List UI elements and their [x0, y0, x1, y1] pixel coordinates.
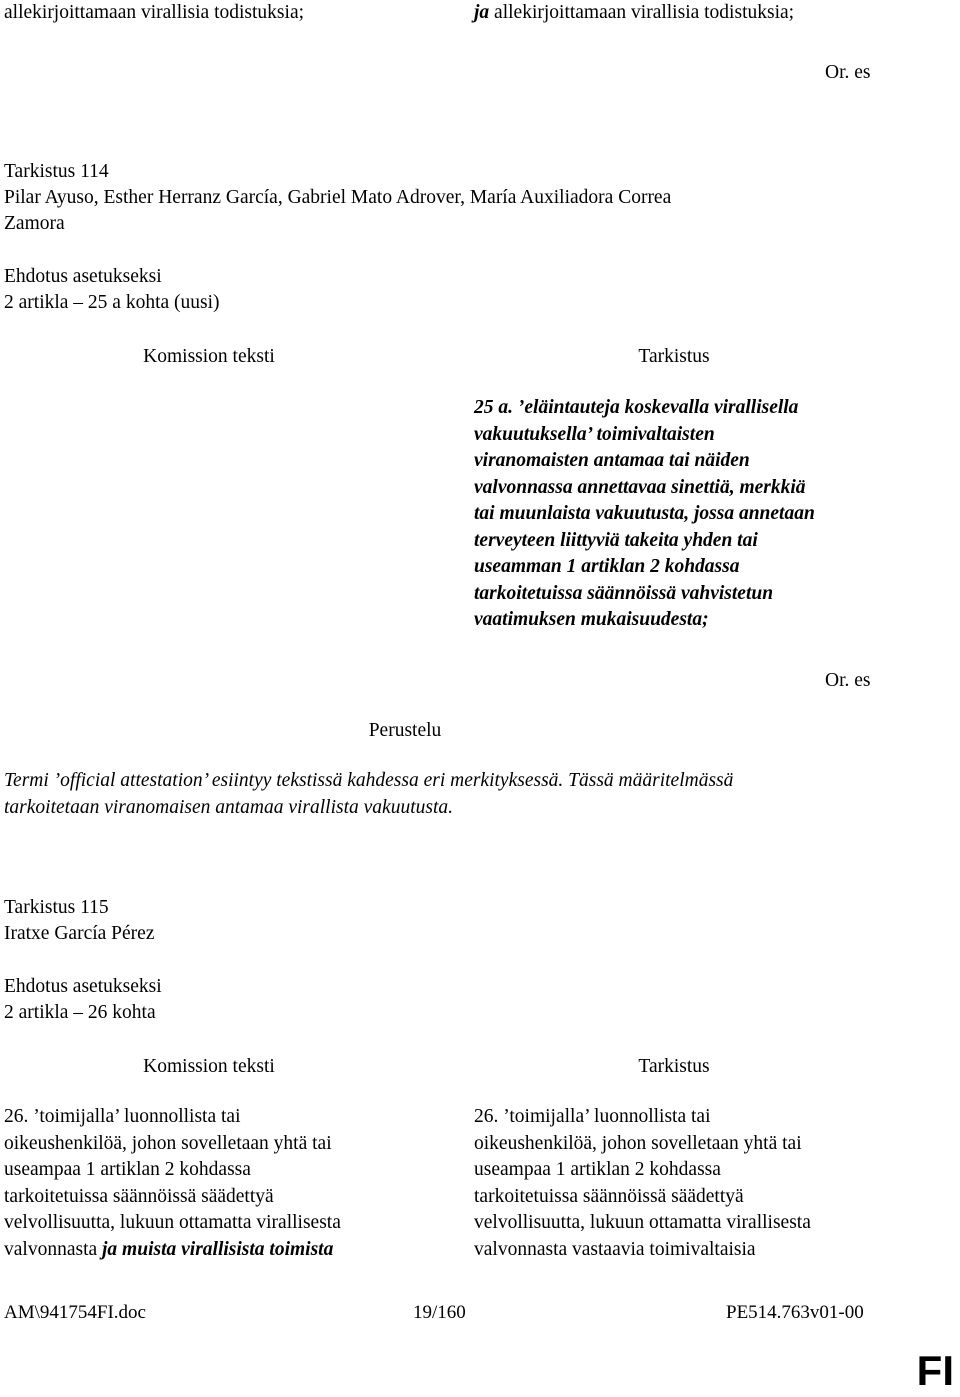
- amendment-line: valvonnasta vastaavia toimivaltaisia: [474, 1238, 756, 1260]
- amendment-114-proposal: Ehdotus asetukseksi: [4, 266, 162, 287]
- amendment-114-article: 2 artikla – 25 a kohta (uusi): [4, 292, 220, 313]
- amendment-114-text: [474, 395, 954, 634]
- commission-text-header: Komission teksti: [143, 346, 275, 367]
- bold-italic-deletion: ja muista virallisista toimista: [102, 1238, 334, 1260]
- amendment-line: vakuutuksella’ toimivaltaisten: [474, 423, 715, 445]
- commission-text-115: [4, 1104, 454, 1263]
- amendment-114-authors: Pilar Ayuso, Esther Herranz García, Gabriel Mato Adrover, María Auxiliadora Correa: [4, 187, 672, 208]
- footer-page-number: 19/160: [413, 1302, 466, 1323]
- amendment-115-author: Iratxe García Pérez: [4, 923, 155, 944]
- amendment-line: tarkoitetuissa säännöissä säädettyä: [474, 1185, 744, 1207]
- amendment-line: oikeushenkilöä, johon sovelletaan yhtä tai: [474, 1132, 802, 1154]
- commission-line: velvollisuutta, lukuun ottamatta virallisesta: [4, 1212, 341, 1233]
- amendment-line: useampaa 1 artiklan 2 kohdassa: [474, 1159, 721, 1180]
- commission-line: tarkoitetuissa säännöissä säädettyä: [4, 1185, 274, 1207]
- commission-line: 26. ’toimijalla’ luonnollista tai: [4, 1106, 241, 1127]
- amendment-115-text: [474, 1104, 954, 1263]
- bold-italic-insertion: ja: [474, 2, 490, 23]
- language-code-mark: FI: [916, 1347, 954, 1394]
- justification-line: Termi ’official attestation’ esiintyy tekstissä kahdessa eri merkityksessä. Tässä määritelmässä: [4, 770, 734, 791]
- amendment-114-title: Tarkistus 114: [4, 161, 109, 182]
- original-language-note: Or. es: [825, 670, 871, 691]
- commission-line: [4, 1237, 454, 1264]
- previous-amendment-text-fragment: [474, 0, 794, 27]
- commission-line: useampaa 1 artiklan 2 kohdassa: [4, 1159, 251, 1180]
- commission-text-header: Komission teksti: [143, 1056, 275, 1077]
- amendment-line: velvollisuutta, lukuun ottamatta virallisesta: [474, 1212, 811, 1233]
- amendment-header: Tarkistus: [638, 346, 710, 367]
- amendment-line: vaatimuksen mukaisuudesta;: [474, 609, 709, 630]
- amendment-line: tarkoitetuissa säännöissä vahvistetun: [474, 582, 774, 604]
- footer-document-id: AM\941754FI.doc: [4, 1302, 146, 1323]
- amendment-115-article: 2 artikla – 26 kohta: [4, 1002, 156, 1023]
- amendment-line: 25 a. ’eläintauteja koskevalla virallisella: [474, 397, 799, 418]
- amendment-header: Tarkistus: [638, 1056, 710, 1077]
- amendment-line: tai muunlaista vakuutusta, jossa annetaan: [474, 503, 815, 524]
- amendment-115-proposal: Ehdotus asetukseksi: [4, 976, 162, 997]
- amendment-line: viranomaisten antamaa tai näiden: [474, 450, 750, 471]
- commission-line: oikeushenkilöä, johon sovelletaan yhtä tai: [4, 1132, 332, 1154]
- original-language-note: Or. es: [825, 62, 871, 83]
- amendment-114-authors-cont: Zamora: [4, 213, 65, 234]
- amendment-line: terveyteen liittyviä takeita yhden tai: [474, 529, 758, 551]
- amendment-line: valvonnassa annettavaa sinettiä, merkkiä: [474, 476, 806, 498]
- justification-text: [4, 768, 904, 821]
- amendment-line: useamman 1 artiklan 2 kohdassa: [474, 556, 740, 577]
- footer-reference: PE514.763v01-00: [726, 1302, 864, 1323]
- amendment-text: allekirjoittamaan virallisia todistuksia;: [489, 2, 795, 23]
- justification-header: Perustelu: [368, 720, 442, 741]
- justification-line: tarkoitetaan viranomaisen antamaa virallista vakuutusta.: [4, 796, 454, 818]
- amendment-115-title: Tarkistus 115: [4, 897, 109, 918]
- amendment-line: 26. ’toimijalla’ luonnollista tai: [474, 1106, 711, 1127]
- commission-text: valvonnasta: [4, 1238, 103, 1260]
- previous-commission-text-fragment: allekirjoittamaan virallisia todistuksia;: [4, 2, 305, 23]
